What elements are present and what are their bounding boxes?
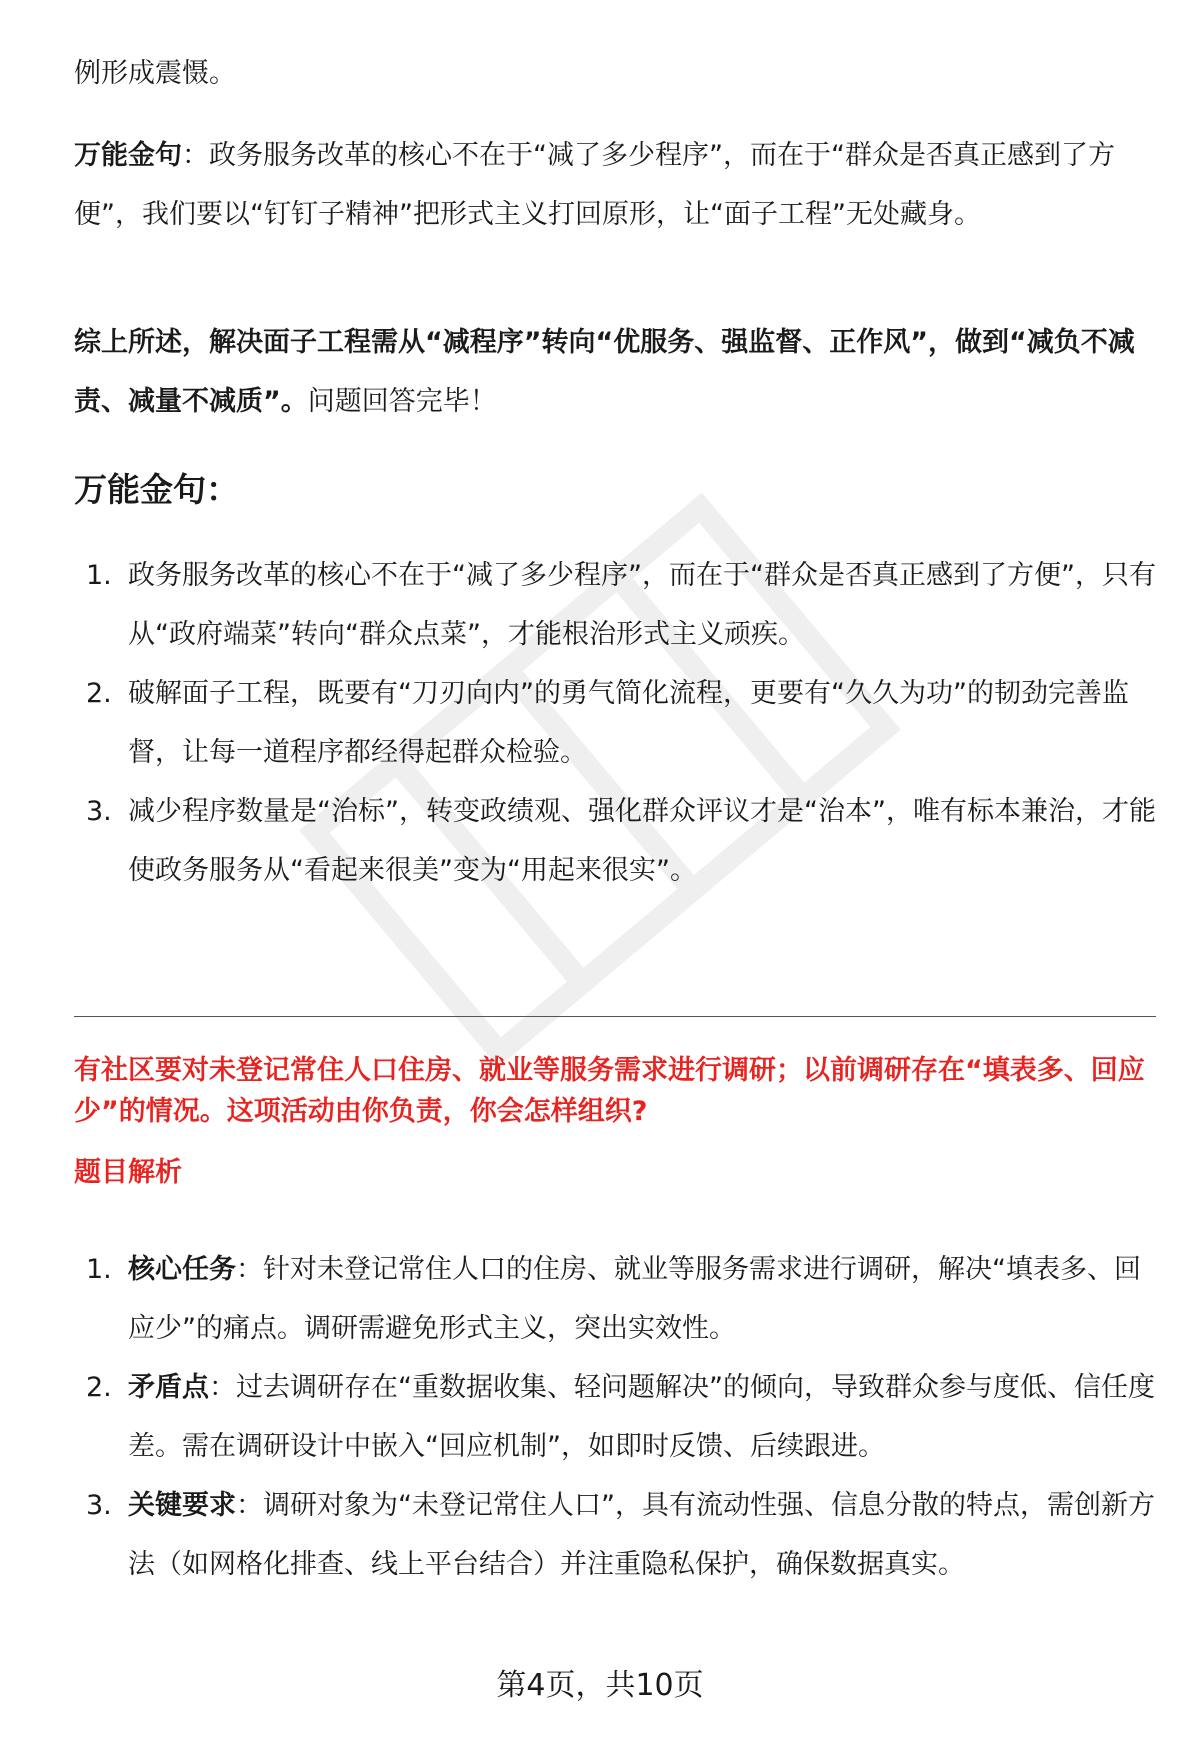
golden-paragraph-text: ：政务服务改革的核心不在于“减了多少程序”，而在于“群众是否真正感到了方便”，我们要以“钉钉子精神”把形式主义打回原形，让“面子工程”无处藏身。 — [74, 140, 1115, 230]
summary-paragraph — [74, 313, 1156, 431]
page-footer: 第4页，共10页 — [496, 1668, 704, 1703]
list-item: 3. 减少程序数量是“治标”，转变政绩观、强化群众评议才是“治本”，唯有标本兼治，才能使政务服务从“看起来很美”变为“用起来很实”。 — [86, 796, 1156, 886]
top-line: 例形成震慑。 — [74, 58, 236, 89]
list-item: 1. 政务服务改革的核心不在于“减了多少程序”，而在于“群众是否真正感到了方便”，只有从“政府端菜”转向“群众点菜”，才能根治形式主义顽疾。 — [86, 560, 1156, 650]
section-divider — [74, 1016, 1156, 1017]
question-title: 有社区要对未登记常住人口住房、就业等服务需求进行调研；以前调研存在“填表多、回应少”的情况。这项活动由你负责，你会怎样组织? — [74, 1055, 1145, 1127]
summary-bold: 综上所述，解决面子工程需从“减程序”转向“优服务、强监督、正作风”，做到“减负不减责、减量不减质”。 — [74, 327, 1135, 417]
golden-heading: 万能金句： — [74, 470, 239, 509]
list-item: 1. 核心任务：针对未登记常住人口的住房、就业等服务需求进行调研，解决“填表多、回应少”的痛点。调研需避免形式主义，突出实效性。 — [86, 1254, 1141, 1344]
list-item: 3. 关键要求：调研对象为“未登记常住人口”，具有流动性强、信息分散的特点，需创新方法（如网格化排查、线上平台结合）并注重隐私保护，确保数据真实。 — [86, 1490, 1155, 1580]
analysis-list — [74, 1240, 1156, 1594]
golden-paragraph — [74, 126, 1156, 244]
list-item: 2. 破解面子工程，既要有“刀刃向内”的勇气简化流程，更要有“久久为功”的韧劲完善监督，让每一道程序都经得起群众检验。 — [86, 678, 1129, 768]
golden-paragraph-label: 万能金句 — [74, 140, 182, 171]
golden-list — [74, 546, 1156, 900]
summary-normal: 问题回答完毕！ — [307, 386, 497, 417]
list-item: 2. 矛盾点：过去调研存在“重数据收集、轻问题解决”的倾向，导致群众参与度低、信任度差。需在调研设计中嵌入“回应机制”，如即时反馈、后续跟进。 — [86, 1372, 1155, 1462]
analysis-heading: 题目解析 — [74, 1157, 182, 1188]
